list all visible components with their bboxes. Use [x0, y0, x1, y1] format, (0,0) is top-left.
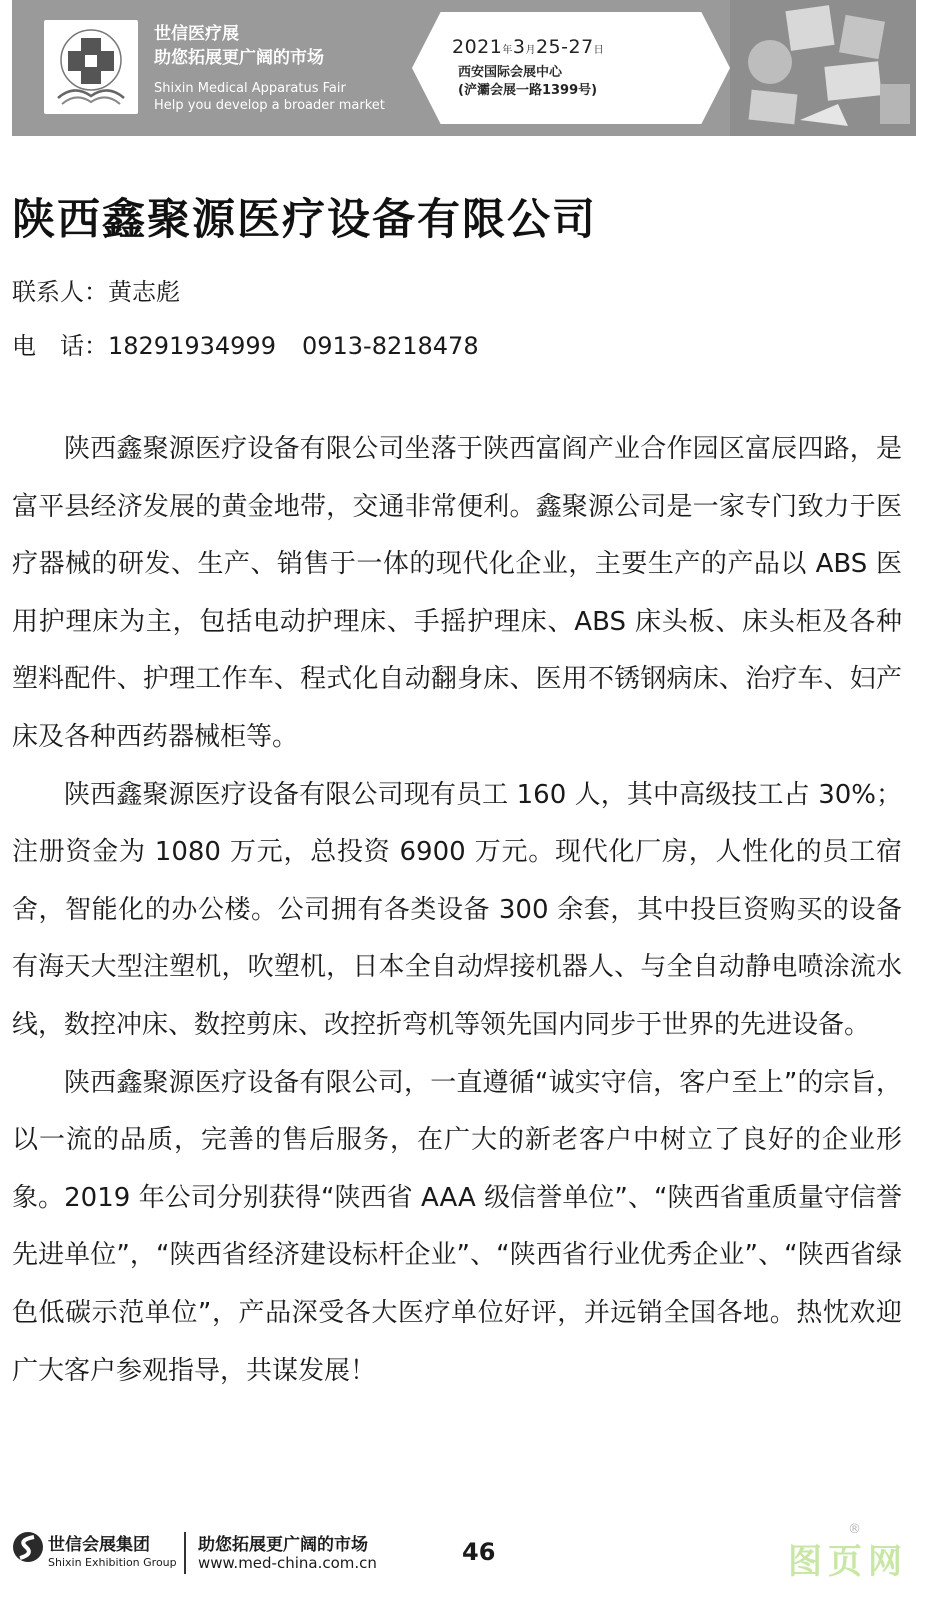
date-year: 2021: [452, 36, 503, 58]
banner-title-cn: [154, 22, 324, 70]
venue-address: (浐灞会展一路1399号): [458, 83, 598, 98]
venue-name: 西安国际会展中心: [458, 65, 563, 80]
banner-title-line-2: 助您拓展更广阔的市场: [154, 48, 324, 68]
contact-name: 黄志彪: [108, 278, 180, 306]
footer-slogan: 助您拓展更广阔的市场: [198, 1535, 368, 1555]
header-banner: [12, 0, 916, 136]
watermark-registered-mark: ®: [848, 1522, 861, 1537]
phone-line: [12, 326, 479, 361]
phone-landline: 0913-8218478: [301, 332, 479, 360]
fair-date: [452, 36, 604, 58]
date-month-suffix: 月: [525, 45, 536, 56]
shixin-group-logo-icon: [12, 1528, 44, 1566]
banner-title-en-line-2: Help you develop a broader market: [154, 98, 385, 113]
date-month: 3: [512, 36, 526, 58]
medical-cross-logo-icon: [44, 20, 138, 114]
date-day-suffix: 日: [593, 45, 605, 56]
footer-group-name-en: Shixin Exhibition Group: [48, 1556, 177, 1569]
page-footer: [0, 1518, 928, 1600]
page-number: 46: [462, 1538, 496, 1566]
phone-mobile: 18291934999: [108, 332, 276, 360]
medical-equipment-photo-collage: [730, 0, 916, 136]
contact-person-line: [12, 272, 180, 307]
paragraph: 陕西鑫聚源医疗设备有限公司，一直遵循“诚实守信，客户至上”的宗旨，以一流的品质，完善的售后服务，在广大的新老客户中树立了良好的企业形象。2019 年公司分别获得“陕西省 AAA 级信誉单位”、“陕西省重质量守信誉先进单位”，“陕西省经济建设标杆企业”、“陕西省行业优秀企业”、“陕西省绿色低碳示范单位”，产品深受各大医疗单位好评，并远销全国各地。热忱欢迎广大客户参观指导，共谋发展！: [12, 1067, 902, 1386]
paragraph: 陕西鑫聚源医疗设备有限公司坐落于陕西富阎产业合作园区富辰四路，是富平县经济发展的黄金地带，交通非常便利。鑫聚源公司是一家专门致力于医疗器械的研发、生产、销售于一体的现代化企业，主要生产的产品以 ABS 医用护理床为主，包括电动护理床、手摇护理床、ABS 床头板、床头柜及各种塑料配件、护理工作车、程式化自动翻身床、医用不锈钢病床、治疗车、妇产床及各种西药器械柜等。: [12, 434, 902, 752]
company-description: [12, 421, 902, 1400]
banner-title-en-line-1: Shixin Medical Apparatus Fair: [154, 81, 346, 96]
banner-title-line-1: 世信医疗展: [154, 24, 239, 44]
footer-group-name: 世信会展集团: [48, 1535, 150, 1555]
company-name: 陕西鑫聚源医疗设备有限公司: [12, 195, 597, 245]
fair-logo: [44, 20, 138, 114]
fair-venue: [458, 64, 597, 100]
footer-divider: [184, 1532, 186, 1574]
phone-label: 电 话：: [12, 332, 108, 360]
date-year-suffix: 年: [502, 45, 513, 56]
contact-label: 联系人：: [12, 278, 108, 306]
watermark: 图页网: [788, 1542, 908, 1582]
date-days: 25-27: [535, 36, 594, 58]
footer-url: www.med-china.com.cn: [198, 1554, 377, 1572]
banner-title-en: [154, 80, 385, 114]
paragraph: 陕西鑫聚源医疗设备有限公司现有员工 160 人，其中高级技工占 30%；注册资金为 1080 万元，总投资 6900 万元。现代化厂房，人性化的员工宿舍，智能化的办公楼。公司拥有各类设备 300 余套，其中投巨资购买的设备有海天大型注塑机，吹塑机，日本全自动焊接机器人、与全自动静电喷涂流水线，数控冲床、数控剪床、改控折弯机等领先国内同步于世界的先进设备。: [12, 779, 902, 1040]
